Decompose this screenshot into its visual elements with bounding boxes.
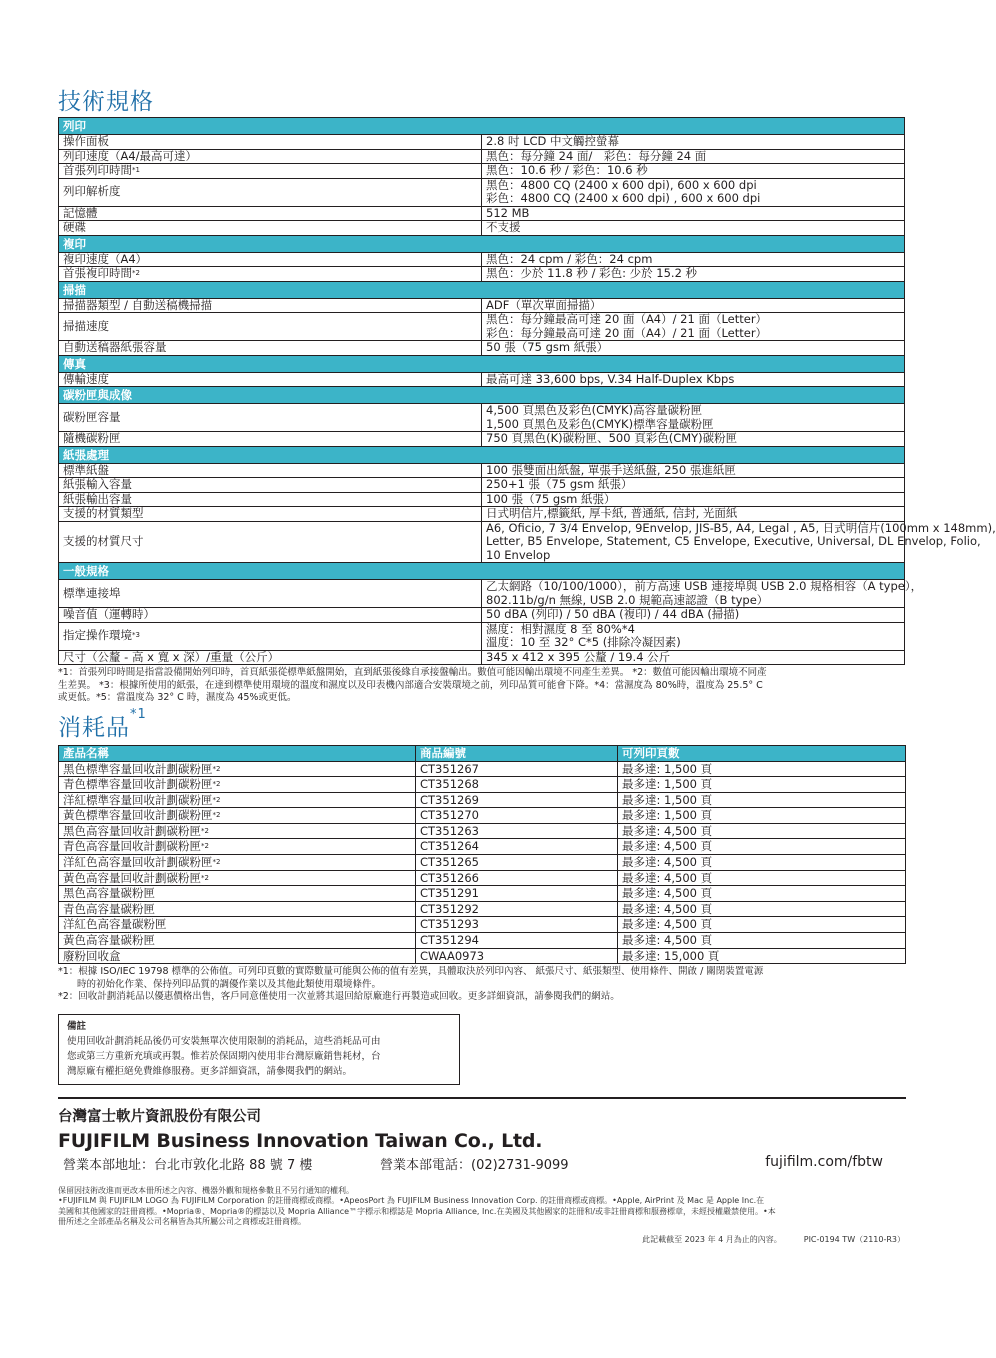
spec-label (59, 507, 482, 522)
spec-label (59, 478, 482, 493)
spec-category: 複印 (59, 235, 905, 252)
consumable-code: CT351269 (416, 792, 618, 808)
footnote-ref: *3 (132, 631, 140, 640)
consumable-row (59, 823, 906, 839)
spec-value (482, 432, 905, 447)
spec-label-text: 隨機碳粉匣 (63, 431, 121, 445)
consumable-name-text: 黑色高容量碳粉匣 (63, 886, 155, 901)
legal-line: 冊所述之全部產品名稱及公司名稱皆為其所屬公司之商標或註冊商標。 (58, 1217, 306, 1227)
consumable-name (59, 933, 416, 949)
footnote-ref: *2 (201, 842, 209, 851)
consumable-pages: 最多達: 1,500 頁 (618, 792, 906, 808)
spec-value (482, 404, 905, 432)
consumable-code: CT351265 (416, 855, 618, 871)
spec-label (59, 298, 482, 313)
website-link[interactable]: fujifilm.com/fbtw (765, 1153, 883, 1170)
consumable-row (59, 933, 906, 949)
spec-value-line: 1,500 頁黑色及彩色(CMYK)標準容量碳粉匣 (486, 416, 714, 431)
consumable-name (59, 901, 416, 917)
footnote-line: *1：根據 ISO/IEC 19798 標準的公佈值。可列印頁數的實際數量可能與公佈的值有差異，具體取決於列印內容、 紙張尺寸、紙張類型、使用條件、開啟 / 關閉裝置電源 (58, 966, 764, 978)
spec-category-row (59, 355, 905, 372)
spec-label-text: 碳粉匣容量 (63, 409, 121, 424)
footnote-line: 時的初始化作業、保持列印品質的調優作業以及其他此類使用環境條件。 (58, 978, 382, 990)
consumable-pages: 最多達: 1,500 頁 (618, 761, 906, 777)
spec-row (59, 650, 905, 665)
note-title: 備註 (67, 1020, 87, 1032)
consumable-pages: 最多達: 15,000 頁 (618, 948, 906, 964)
consumable-name (59, 777, 416, 793)
consumables-title: 消耗品$^{*1}$ (58, 706, 147, 741)
spec-value-line: 4,500 頁黑色及彩色(CMYK)高容量碳粉匣 (486, 403, 703, 417)
spec-label-text: 支援的材質尺寸 (63, 534, 144, 548)
spec-category: 掃描 (59, 281, 905, 298)
spec-value (482, 608, 905, 623)
footnote-ref: *1 (132, 166, 140, 174)
consumable-name-text: 洋紅色高容量碳粉匣 (63, 917, 167, 932)
spec-value-line: 345 x 412 x 395 公釐 / 19.4 公斤 (486, 649, 671, 664)
spec-category: 一般規格 (59, 563, 905, 580)
consumables-footnotes (58, 966, 905, 1004)
spec-label (59, 178, 482, 206)
contact-row (58, 1154, 905, 1172)
spec-label-text: 列印速度（A4/最高可達） (63, 148, 198, 163)
spec-label-text: 操作面板 (63, 134, 109, 148)
spec-value (482, 206, 905, 221)
consumable-row (59, 886, 906, 902)
consumable-code: CT351294 (416, 933, 618, 949)
header-page-yield: 可列印頁數 (618, 745, 906, 761)
spec-value-line: ADF（單次單面掃描） (486, 297, 602, 312)
consumables-header-row (59, 745, 906, 761)
consumable-name (59, 870, 416, 886)
consumable-row (59, 808, 906, 824)
consumable-name (59, 839, 416, 855)
legal-text (58, 1186, 905, 1228)
consumable-pages: 最多達: 1,500 頁 (618, 777, 906, 793)
consumable-name-text: 洋紅標準容量回收計劃碳粉匣 (63, 792, 213, 807)
spec-value (482, 221, 905, 236)
consumable-pages: 最多達: 4,500 頁 (618, 839, 906, 855)
footnote-ref: *2 (212, 811, 221, 820)
consumable-name-text: 黑色標準容量回收計劃碳粉匣 (63, 761, 213, 776)
consumable-pages: 最多達: 1,500 頁 (618, 808, 906, 824)
consumable-code: CT351292 (416, 901, 618, 917)
spec-value (482, 178, 905, 206)
spec-category: 列印 (59, 118, 905, 135)
phone: 營業本部電話：(02)2731-9099 (380, 1157, 569, 1173)
consumable-name (59, 917, 416, 933)
consumable-row (59, 901, 906, 917)
spec-value-line: 10 Envelop (486, 547, 551, 562)
spec-category: 碳粉匣與成像 (59, 387, 905, 404)
spec-label-text: 複印速度（A4） (63, 251, 148, 266)
spec-row (59, 178, 905, 206)
spec-category-row (59, 118, 905, 135)
spec-label (59, 252, 482, 267)
spec-row (59, 372, 905, 387)
spec-value-line: 512 MB (486, 205, 530, 220)
spec-value-line: 802.11b/g/n 無線, USB 2.0 規範高速認證（B type） (486, 592, 769, 607)
spec-value (482, 267, 905, 282)
spec-label-text: 紙張輸入容量 (63, 477, 132, 491)
consumables-table (58, 745, 906, 965)
spec-category-row (59, 281, 905, 298)
spec-label-text: 傳輸速度 (63, 371, 109, 386)
company-name-en: FUJIFILM Business Innovation Taiwan Co., Ltd. (58, 1129, 543, 1152)
spec-value-line: 黑色：24 cpm / 彩色：24 cpm (486, 251, 653, 266)
spec-value-line: 黑色：4800 CQ (2400 x 600 dpi), 600 x 600 dpi (486, 177, 757, 192)
spec-label-text: 標準連接埠 (63, 585, 121, 600)
spec-label (59, 149, 482, 164)
spec-row (59, 478, 905, 493)
consumable-row (59, 855, 906, 871)
spec-category-row (59, 235, 905, 252)
consumable-name-text: 洋紅色高容量回收計劃碳粉匣 (63, 855, 213, 870)
spec-label (59, 221, 482, 236)
consumable-code: CT351270 (416, 808, 618, 824)
consumable-code: CT351263 (416, 823, 618, 839)
spec-category-row (59, 563, 905, 580)
spec-category-row (59, 446, 905, 463)
consumable-code: CT351264 (416, 839, 618, 855)
spec-value (482, 492, 905, 507)
spec-value (482, 463, 905, 478)
spec-value-line: 彩色：4800 CQ (2400 x 600 dpi) , 600 x 600 dpi (486, 191, 761, 205)
spec-row (59, 432, 905, 447)
note-line: 使用回收計劃消耗品後仍可安裝無單次使用限制的消耗品，這些消耗品可由 (67, 1035, 381, 1047)
note-line: 灣原廠有權拒絕免費維修服務。更多詳細資訊，請參閱我們的網站。 (67, 1065, 353, 1077)
consumable-name-text: 黑色高容量回收計劃碳粉匣 (63, 823, 201, 838)
spec-value-line: 日式明信片,標籤紙, 厚卡紙, 普通紙, 信封, 光面紙 (486, 506, 738, 520)
spec-label (59, 521, 482, 563)
spec-row (59, 164, 905, 179)
spec-value (482, 650, 905, 665)
spec-row (59, 463, 905, 478)
spec-label (59, 372, 482, 387)
spec-value-line: A6, Oficio, 7 3/4 Envelop, 9Envelop, JIS-B5, A4, Legal , A5, 日式明信片(100mm x 148mm), (486, 520, 996, 535)
spec-value-line: 黑色：10.6 秒 / 彩色：10.6 秒 (486, 163, 648, 177)
consumable-pages: 最多達: 4,500 頁 (618, 823, 906, 839)
spec-value (482, 622, 905, 650)
consumable-row (59, 792, 906, 808)
consumable-name-text: 黃色高容量碳粉匣 (63, 933, 155, 948)
spec-value-line: 黑色：少於 11.8 秒 / 彩色: 少於 15.2 秒 (486, 266, 698, 280)
spec-label-text: 支援的材質類型 (63, 506, 144, 520)
spec-label-text: 尺寸（公釐 - 高 x 寬 x 深）/重量（公斤） (63, 649, 280, 664)
spec-label-text: 紙張輸出容量 (63, 491, 132, 506)
consumable-name (59, 855, 416, 871)
spec-value (482, 313, 905, 341)
consumable-code: CT351267 (416, 761, 618, 777)
spec-value (482, 252, 905, 267)
consumable-name-text: 青色標準容量回收計劃碳粉匣 (63, 777, 213, 792)
spec-category: 紙張處理 (59, 446, 905, 463)
spec-label (59, 206, 482, 221)
spec-table (58, 117, 996, 665)
spec-value-line: 750 頁黑色(K)碳粉匣、500 頁彩色(CMY)碳粉匣 (486, 431, 738, 445)
spec-value-line: 100 張雙面出紙盤, 單張手送紙盤, 250 張進紙匣 (486, 462, 736, 477)
spec-value-line: 黑色：每分鐘 24 面/ 彩色：每分鐘 24 面 (486, 148, 707, 163)
spec-row (59, 341, 905, 356)
spec-label (59, 622, 482, 650)
spec-footnotes (58, 667, 905, 705)
footnote-ref: *2 (212, 795, 221, 804)
spec-label-text: 指定操作環境 (63, 628, 132, 643)
spec-value-line: 100 張（75 gsm 紙張） (486, 491, 616, 506)
consumable-pages: 最多達: 4,500 頁 (618, 870, 906, 886)
doc-info (58, 1234, 905, 1245)
doc-code: PIC-0194 TW（2110-R3） (803, 1234, 905, 1244)
consumable-code: CT351266 (416, 870, 618, 886)
spec-row (59, 404, 905, 432)
consumable-pages: 最多達: 4,500 頁 (618, 901, 906, 917)
footnote-line: 生差異。 *3：根據所使用的紙張，在達到標準使用環境的溫度和濕度以及印表機內部適合安裝環境之前，列印品質可能會下降。*4：當濕度為 80%時，溫度為 25.5° C (58, 679, 763, 691)
spec-label (59, 580, 482, 608)
consumable-name-text: 黃色標準容量回收計劃碳粉匣 (63, 808, 213, 823)
spec-value (482, 579, 923, 608)
footnote-line: 或更低。*5：當溫度為 32° C 時，濕度為 45%或更低。 (58, 692, 297, 703)
spec-value-line: 2.8 吋 LCD 中文觸控螢幕 (486, 134, 620, 148)
spec-row (59, 221, 905, 236)
consumable-row (59, 777, 906, 793)
spec-value (482, 298, 905, 313)
legal-line: 保留因技術改進而更改本冊所述之內容、機器外觀和規格參數且不另行通知的權利。 (58, 1185, 354, 1195)
legal-line: 美國和其他國家的註冊商標。•Mopria®、Mopria®的標誌以及 Mopria Alliance™字標示和標誌是 Mopria Alliance, Inc.在美國及其他國家的註冊和/或非註冊商標和服務標章，未經授權嚴禁使用。•本 (58, 1206, 776, 1216)
spec-row (59, 507, 905, 522)
footnote-ref: *2 (201, 873, 209, 882)
footnote-ref: *2 (212, 764, 221, 773)
spec-label (59, 432, 482, 447)
spec-value (482, 149, 905, 164)
spec-label (59, 463, 482, 478)
footnote-ref: *2 (212, 780, 221, 789)
consumable-row (59, 839, 906, 855)
consumable-name (59, 792, 416, 808)
note-box (58, 1014, 460, 1085)
consumable-name-text: 廢粉回收盒 (63, 948, 121, 963)
spec-value-line: 最高可達 33,600 bps, V.34 Half-Duplex Kbps (486, 371, 735, 386)
spec-value (482, 135, 905, 150)
consumable-row (59, 948, 906, 964)
spec-value-line: 黑色：每分鐘最高可達 20 面（A4）/ 21 面（Letter） (486, 312, 768, 326)
legal-line: •FUJIFILM 與 FUJIFILM LOGO 為 FUJIFILM Corporation 的註冊商標或商標。•ApeosPort 為 FUJIFILM Business Innovation Corp. 的註冊商標或商標。•Apple, AirPrint 及 Mac 是 Apple Inc.在 (58, 1196, 765, 1206)
spec-value (482, 372, 905, 387)
footnote-ref: *2 (201, 826, 209, 835)
spec-value-line: 溫度：10 至 32° C*5 (排除冷凝因素) (486, 635, 681, 649)
consumable-code: CWAA0973 (416, 948, 618, 964)
spec-label-text: 記憶體 (63, 205, 98, 220)
spec-row (59, 267, 905, 282)
spec-label-text: 噪音值（運轉時） (63, 607, 155, 621)
spec-value (482, 478, 905, 493)
spec-value-line: 250+1 張（75 gsm 紙張） (486, 477, 633, 491)
spec-row (59, 492, 905, 507)
consumable-name (59, 761, 416, 777)
spec-label (59, 135, 482, 150)
consumable-code: CT351268 (416, 777, 618, 793)
spec-label-text: 硬碟 (63, 220, 86, 234)
consumable-name-text: 黃色高容量回收計劃碳粉匣 (63, 870, 201, 885)
note-line: 您或第三方重新充填或再製。惟若於保固期內使用非台灣原廠銷售耗材，台 (67, 1050, 381, 1062)
consumable-name-text: 青色高容量碳粉匣 (63, 901, 155, 916)
consumable-name-text: 青色高容量回收計劃碳粉匣 (63, 839, 201, 854)
consumable-row (59, 761, 906, 777)
spec-label-text: 首張列印時間 (63, 163, 132, 177)
spec-label-text: 列印解析度 (63, 184, 121, 199)
spec-row (59, 608, 905, 623)
spec-row (59, 252, 905, 267)
spec-label (59, 313, 482, 341)
consumable-name (59, 808, 416, 824)
consumable-pages: 最多達: 4,500 頁 (618, 855, 906, 871)
spec-label (59, 650, 482, 665)
consumable-name (59, 948, 416, 964)
spec-value-line: 濕度：相對濕度 8 至 80%*4 (486, 621, 635, 636)
company-name-zh: 台灣富士軟片資訊股份有限公司 (58, 1108, 261, 1125)
spec-value (482, 164, 905, 179)
consumable-pages: 最多達: 4,500 頁 (618, 917, 906, 933)
spec-label (59, 404, 482, 432)
page (58, 0, 996, 1245)
spec-row (59, 135, 905, 150)
consumable-code: CT351291 (416, 886, 618, 902)
spec-label (59, 164, 482, 179)
spec-row (59, 622, 905, 650)
specs-title: 技術規格 (58, 89, 154, 115)
spec-label-text: 自動送稿器紙張容量 (63, 340, 167, 354)
consumable-row (59, 870, 906, 886)
consumable-row (59, 917, 906, 933)
spec-label (59, 341, 482, 356)
spec-label (59, 608, 482, 623)
footnote-ref: *2 (132, 269, 140, 277)
address: 營業本部地址：台北市敦化北路 88 號 7 樓 (63, 1157, 313, 1173)
spec-label (59, 267, 482, 282)
spec-row (59, 149, 905, 164)
header-product-code: 商品編號 (416, 745, 618, 761)
date-note: 此記載截至 2023 年 4 月為止的內容。 (642, 1234, 782, 1244)
consumable-name (59, 886, 416, 902)
spec-category: 傳真 (59, 355, 905, 372)
spec-category-row (59, 387, 905, 404)
spec-value-line: Letter, B5 Envelope, Statement, C5 Envelope, Executive, Universal, DL Envelop, Folio, (486, 534, 981, 548)
spec-label-text: 首張複印時間 (63, 266, 132, 280)
spec-row (59, 521, 905, 563)
header-product-name: 產品名稱 (59, 745, 416, 761)
spec-row (59, 313, 905, 341)
spec-label-text: 掃描器類型 / 自動送稿機掃描 (63, 297, 213, 312)
consumable-name (59, 823, 416, 839)
spec-label (59, 492, 482, 507)
spec-row (59, 298, 905, 313)
spec-label-text: 掃描速度 (63, 318, 109, 333)
consumable-code: CT351293 (416, 917, 618, 933)
spec-value (482, 341, 905, 356)
spec-value (482, 507, 905, 522)
spec-value-line: 乙太網路（10/100/1000），前方高速 USB 連接埠與 USB 2.0 規格相容（A type）， (486, 579, 923, 593)
consumable-pages: 最多達: 4,500 頁 (618, 886, 906, 902)
footnote-line: *1：首張列印時間是指當設備開始列印時，首頁紙張從標準紙盤開始，直到紙張後緣自承接盤輸出。數值可能因輸出環境不同產生差異。 *2：數值可能因輸出環境不同產 (58, 667, 767, 678)
spec-value-line: 不支援 (486, 220, 521, 234)
spec-value-line: 50 張（75 gsm 紙張） (486, 340, 609, 354)
footer-divider (58, 1097, 906, 1099)
footnote-ref: *2 (212, 858, 221, 867)
spec-row (59, 206, 905, 221)
footnote-line: *2：回收計劃消耗品以優惠價格出售，客戶同意僅使用一次並將其退回給原廠進行再製造或回收。更多詳細資訊，請參閱我們的網站。 (58, 991, 620, 1003)
spec-value-line: 彩色：每分鐘最高可達 20 面（A4）/ 21 面（Letter） (486, 325, 768, 340)
spec-value-line: 50 dBA (列印) / 50 dBA (複印) / 44 dBA (掃描) (486, 607, 740, 621)
spec-row (59, 580, 905, 608)
consumable-pages: 最多達: 4,500 頁 (618, 933, 906, 949)
spec-value (482, 520, 996, 563)
spec-label-text: 標準紙盤 (63, 462, 109, 477)
